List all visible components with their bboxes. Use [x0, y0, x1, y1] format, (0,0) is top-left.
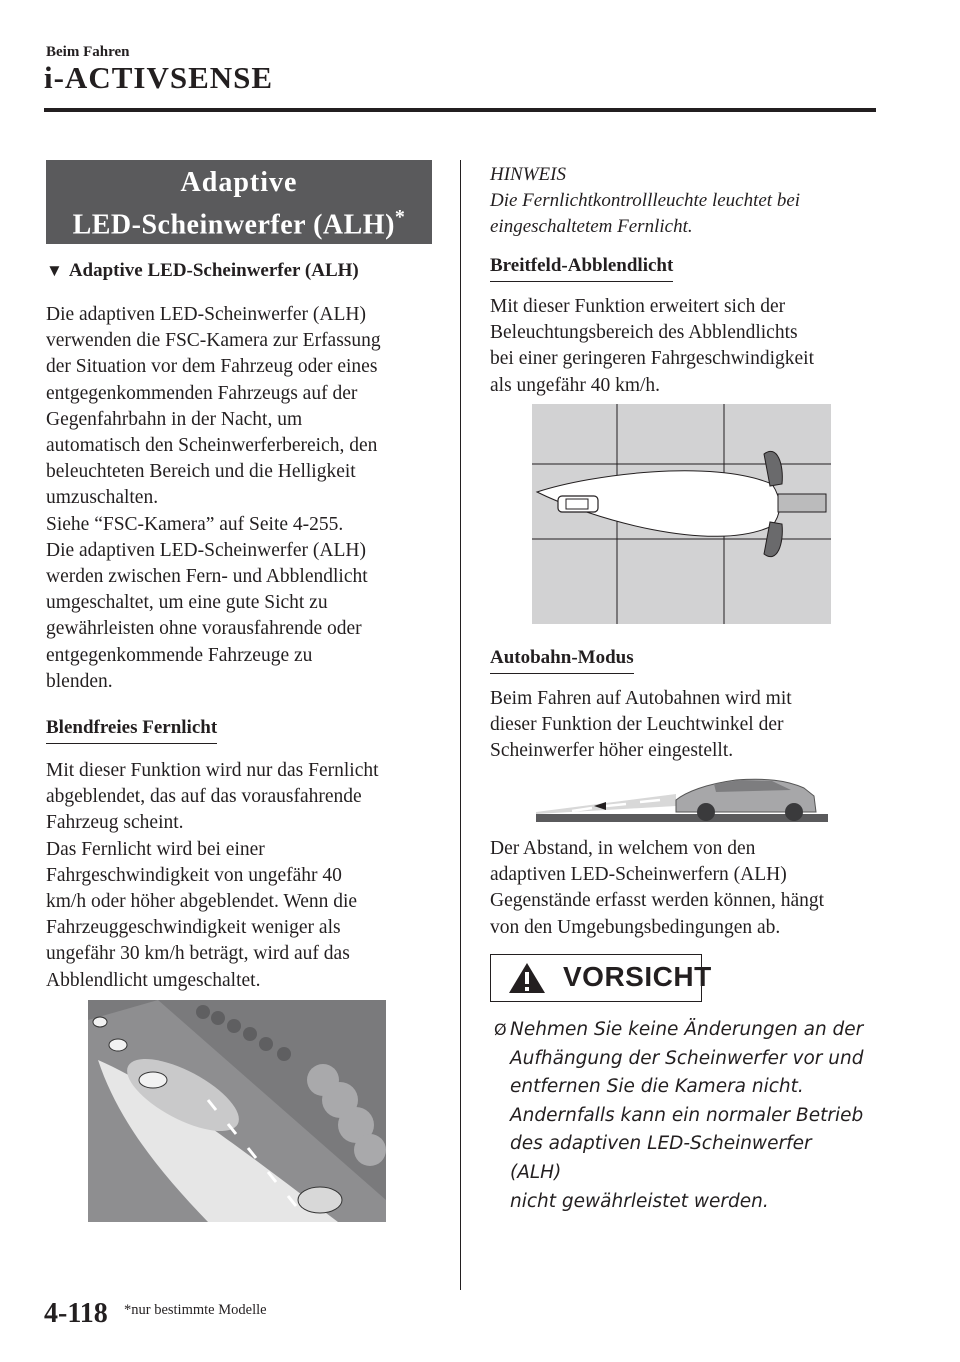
warning-triangle-icon	[507, 961, 547, 995]
text-line: Beim Fahren auf Autobahnen wird mit	[490, 688, 792, 709]
abstand-paragraph	[490, 836, 890, 941]
intro-paragraph	[46, 302, 446, 695]
text-line: beleuchteten Bereich und die Helligkeit	[46, 461, 356, 483]
autobahn-heading: Autobahn-Modus	[490, 646, 634, 674]
text-line: Andernfalls kann ein normaler Betrieb	[510, 1104, 864, 1126]
text-line: der Situation vor dem Fahrzeug oder eines	[46, 356, 378, 378]
text-line: Fahrzeug scheint.	[46, 812, 184, 834]
text-line: Abblendlicht umgeschaltet.	[46, 969, 261, 991]
page-number: 4-118	[44, 1298, 108, 1329]
triangle-marker-icon: ▼	[46, 261, 63, 280]
autobahn-heading-wrap	[490, 646, 634, 674]
note-line: Die Fernlichtkontrollleuchte leuchtet bei	[490, 190, 801, 211]
text-line: Mit dieser Funktion erweitert sich der	[490, 296, 786, 317]
text-line: Mit dieser Funktion wird nur das Fernlicht	[46, 760, 379, 781]
text-line: Der Abstand, in welchem von den	[490, 838, 756, 859]
caution-word: VORSICHT	[563, 961, 712, 992]
text-line: Gegenstände erfasst werden können, hängt	[490, 890, 825, 912]
breitfeld-heading: Breitfeld-Abblendlicht	[490, 254, 673, 282]
arrow-bullet-icon: Ø	[494, 1020, 507, 1039]
road-illustration	[88, 1000, 386, 1222]
column-divider	[460, 160, 461, 1290]
text-line: bei einer geringeren Fahrgeschwindigkeit	[490, 348, 814, 370]
subheading	[46, 260, 359, 282]
caution-body	[510, 1016, 864, 1216]
text-line: adaptiven LED-Scheinwerfern (ALH)	[490, 864, 787, 886]
header-rule	[44, 108, 876, 112]
section-label: Beim Fahren	[46, 44, 130, 60]
text-line: verwenden die FSC-Kamera zur Erfassung	[46, 330, 381, 352]
autobahn-paragraph	[490, 686, 890, 765]
note-title: HINWEIS	[490, 164, 566, 185]
text-line: Nehmen Sie keine Änderungen an der	[510, 1019, 864, 1040]
subheading-text: Adaptive LED-Scheinwerfer (ALH)	[68, 260, 359, 281]
text-line: umgeschaltet, um eine gute Sicht zu	[46, 592, 328, 614]
blendfrei-heading-wrap	[46, 716, 217, 744]
glare-free-highbeam-figure	[88, 1000, 386, 1222]
breitfeld-heading-wrap	[490, 254, 673, 282]
section-title-line2-text: LED-Scheinwerfer (ALH)	[72, 209, 395, 241]
section-title-line2	[46, 198, 432, 244]
wide-lowbeam-figure	[532, 404, 831, 624]
text-line: automatisch den Scheinwerferbereich, den	[46, 435, 378, 457]
motorway-mode-figure	[536, 766, 828, 826]
text-line: des adaptiven LED-Scheinwerfer (ALH)	[510, 1133, 812, 1183]
blendfrei-paragraph	[46, 758, 446, 994]
text-line: Aufhängung der Scheinwerfer vor und	[510, 1047, 864, 1069]
text-line: nicht gewährleistet werden.	[510, 1190, 769, 1212]
text-line: Gegenfahrbahn in der Nacht, um	[46, 408, 303, 430]
text-line: von den Umgebungsbedingungen ab.	[490, 916, 781, 938]
text-line: ungefähr 30 km/h beträgt, wird auf das	[46, 943, 350, 965]
note-line: eingeschaltetem Fernlicht.	[490, 216, 693, 237]
text-line: Die adaptiven LED-Scheinwerfer (ALH)	[46, 539, 366, 561]
chapter-title: i-ACTIVSENSE	[44, 60, 274, 95]
blendfrei-heading: Blendfreies Fernlicht	[46, 716, 217, 744]
text-line: umzuschalten.	[46, 487, 159, 509]
section-title-box	[46, 160, 432, 244]
text-line: entgegenkommenden Fahrzeugs auf der	[46, 382, 358, 404]
text-line: Siehe “FSC-Kamera” auf Seite 4-255.	[46, 513, 344, 535]
intersection-illustration	[532, 404, 831, 624]
text-line: blenden.	[46, 670, 113, 692]
text-line: Scheinwerfer höher eingestellt.	[490, 740, 734, 762]
breitfeld-paragraph	[490, 294, 890, 399]
text-line: Fahrzeuggeschwindigkeit weniger als	[46, 917, 341, 939]
text-line: km/h oder höher abgeblendet. Wenn die	[46, 891, 358, 913]
caution-text	[494, 1016, 864, 1216]
caution-box	[490, 954, 712, 1002]
car-illustration	[536, 766, 828, 826]
footnote-asterisk: *	[394, 206, 406, 228]
footnote: *nur bestimmte Modelle	[124, 1302, 267, 1318]
text-line: werden zwischen Fern- und Abblendlicht	[46, 566, 368, 588]
note-block	[490, 162, 800, 240]
text-line: entgegenkommende Fahrzeuge zu	[46, 644, 313, 666]
text-line: entfernen Sie die Kamera nicht.	[510, 1076, 804, 1098]
section-title-line1: Adaptive	[180, 167, 298, 198]
text-line: Beleuchtungsbereich des Abblendlichts	[490, 322, 798, 344]
text-line: Fahrgeschwindigkeit von ungefähr 40	[46, 864, 342, 886]
text-line: als ungefähr 40 km/h.	[490, 374, 661, 396]
text-line: Die adaptiven LED-Scheinwerfer (ALH)	[46, 304, 366, 325]
text-line: abgeblendet, das auf das vorausfahrende	[46, 786, 362, 808]
text-line: dieser Funktion der Leuchtwinkel der	[490, 714, 784, 736]
text-line: gewährleisten ohne vorausfahrende oder	[46, 618, 362, 640]
text-line: Das Fernlicht wird bei einer	[46, 838, 265, 860]
